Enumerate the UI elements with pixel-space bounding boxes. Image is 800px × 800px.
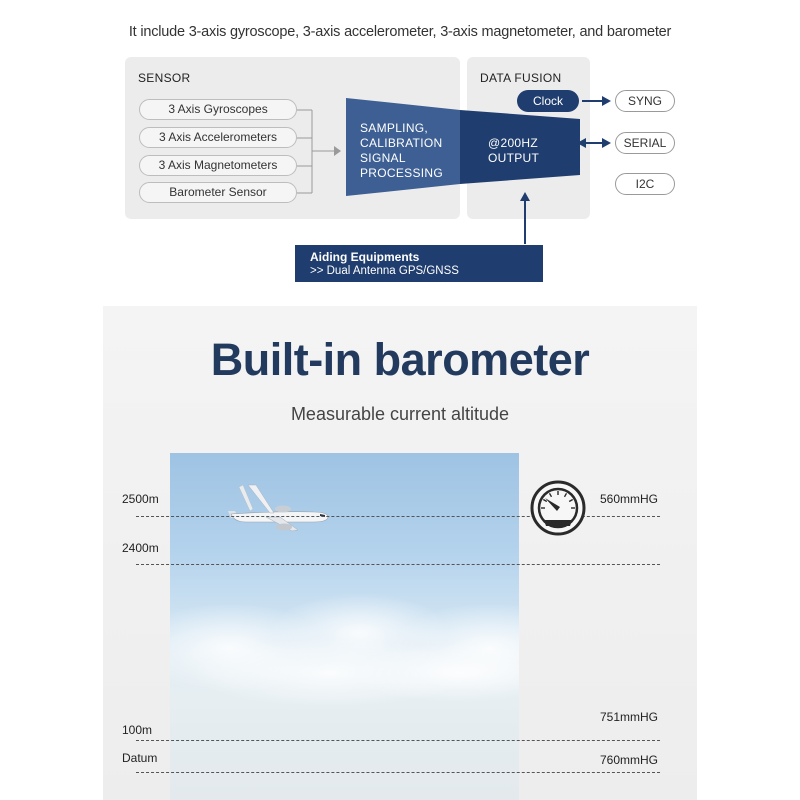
airplane-icon — [226, 481, 332, 537]
clock-pill: Clock — [517, 90, 579, 112]
altitude-label-datum: Datum — [122, 751, 158, 765]
pressure-label-datum: 760mmHG — [599, 753, 658, 767]
sensor-item-gyroscopes: 3 Axis Gyroscopes — [139, 99, 297, 120]
diagram-connectors — [0, 0, 800, 300]
output-i2c: I2C — [615, 173, 675, 195]
processing-line-2: CALIBRATION — [360, 136, 443, 150]
output-line-1: @200HZ — [488, 136, 538, 150]
pressure-label-2500: 560mmHG — [599, 492, 658, 506]
altitude-line-datum — [136, 772, 660, 773]
sensor-item-accelerometers: 3 Axis Accelerometers — [139, 127, 297, 148]
sensor-item-barometer: Barometer Sensor — [139, 182, 297, 203]
sensor-panel-title: SENSOR — [138, 71, 191, 85]
aiding-up-arrow — [520, 192, 530, 201]
sensor-item-magnetometers: 3 Axis Magnetometers — [139, 155, 297, 176]
pressure-label-100: 751mmHG — [599, 710, 658, 724]
altitude-line-100 — [136, 740, 660, 741]
sensor-to-processing-arrow — [334, 146, 341, 156]
altitude-label-2400: 2400m — [122, 541, 159, 555]
from-serial-arrow — [577, 138, 586, 148]
aiding-title: Aiding Equipments — [310, 250, 420, 264]
headline: It include 3-axis gyroscope, 3-axis accelerometer, 3-axis magnetometer, and barometer — [128, 24, 672, 40]
output-line-2: OUTPUT — [488, 151, 540, 165]
clock-to-syng-arrow — [602, 96, 611, 106]
data-fusion-panel-title: DATA FUSION — [480, 71, 562, 85]
to-serial-arrow — [602, 138, 611, 148]
barometer-subtitle: Measurable current altitude — [290, 404, 510, 424]
processing-line-3: SIGNAL — [360, 151, 406, 165]
sky-image — [170, 453, 519, 800]
processing-line-1: SAMPLING, — [360, 121, 429, 135]
output-serial: SERIAL — [615, 132, 675, 154]
aiding-subtitle: >> Dual Antenna GPS/GNSS — [310, 265, 459, 277]
altitude-label-2500: 2500m — [122, 492, 159, 506]
processing-line-4: PROCESSING — [360, 166, 444, 180]
pressure-gauge-icon — [530, 480, 586, 536]
altitude-label-100: 100m — [122, 723, 153, 737]
output-syng: SYNG — [615, 90, 675, 112]
barometer-title: Built-in barometer — [210, 334, 590, 385]
altitude-line-2400 — [136, 564, 660, 565]
